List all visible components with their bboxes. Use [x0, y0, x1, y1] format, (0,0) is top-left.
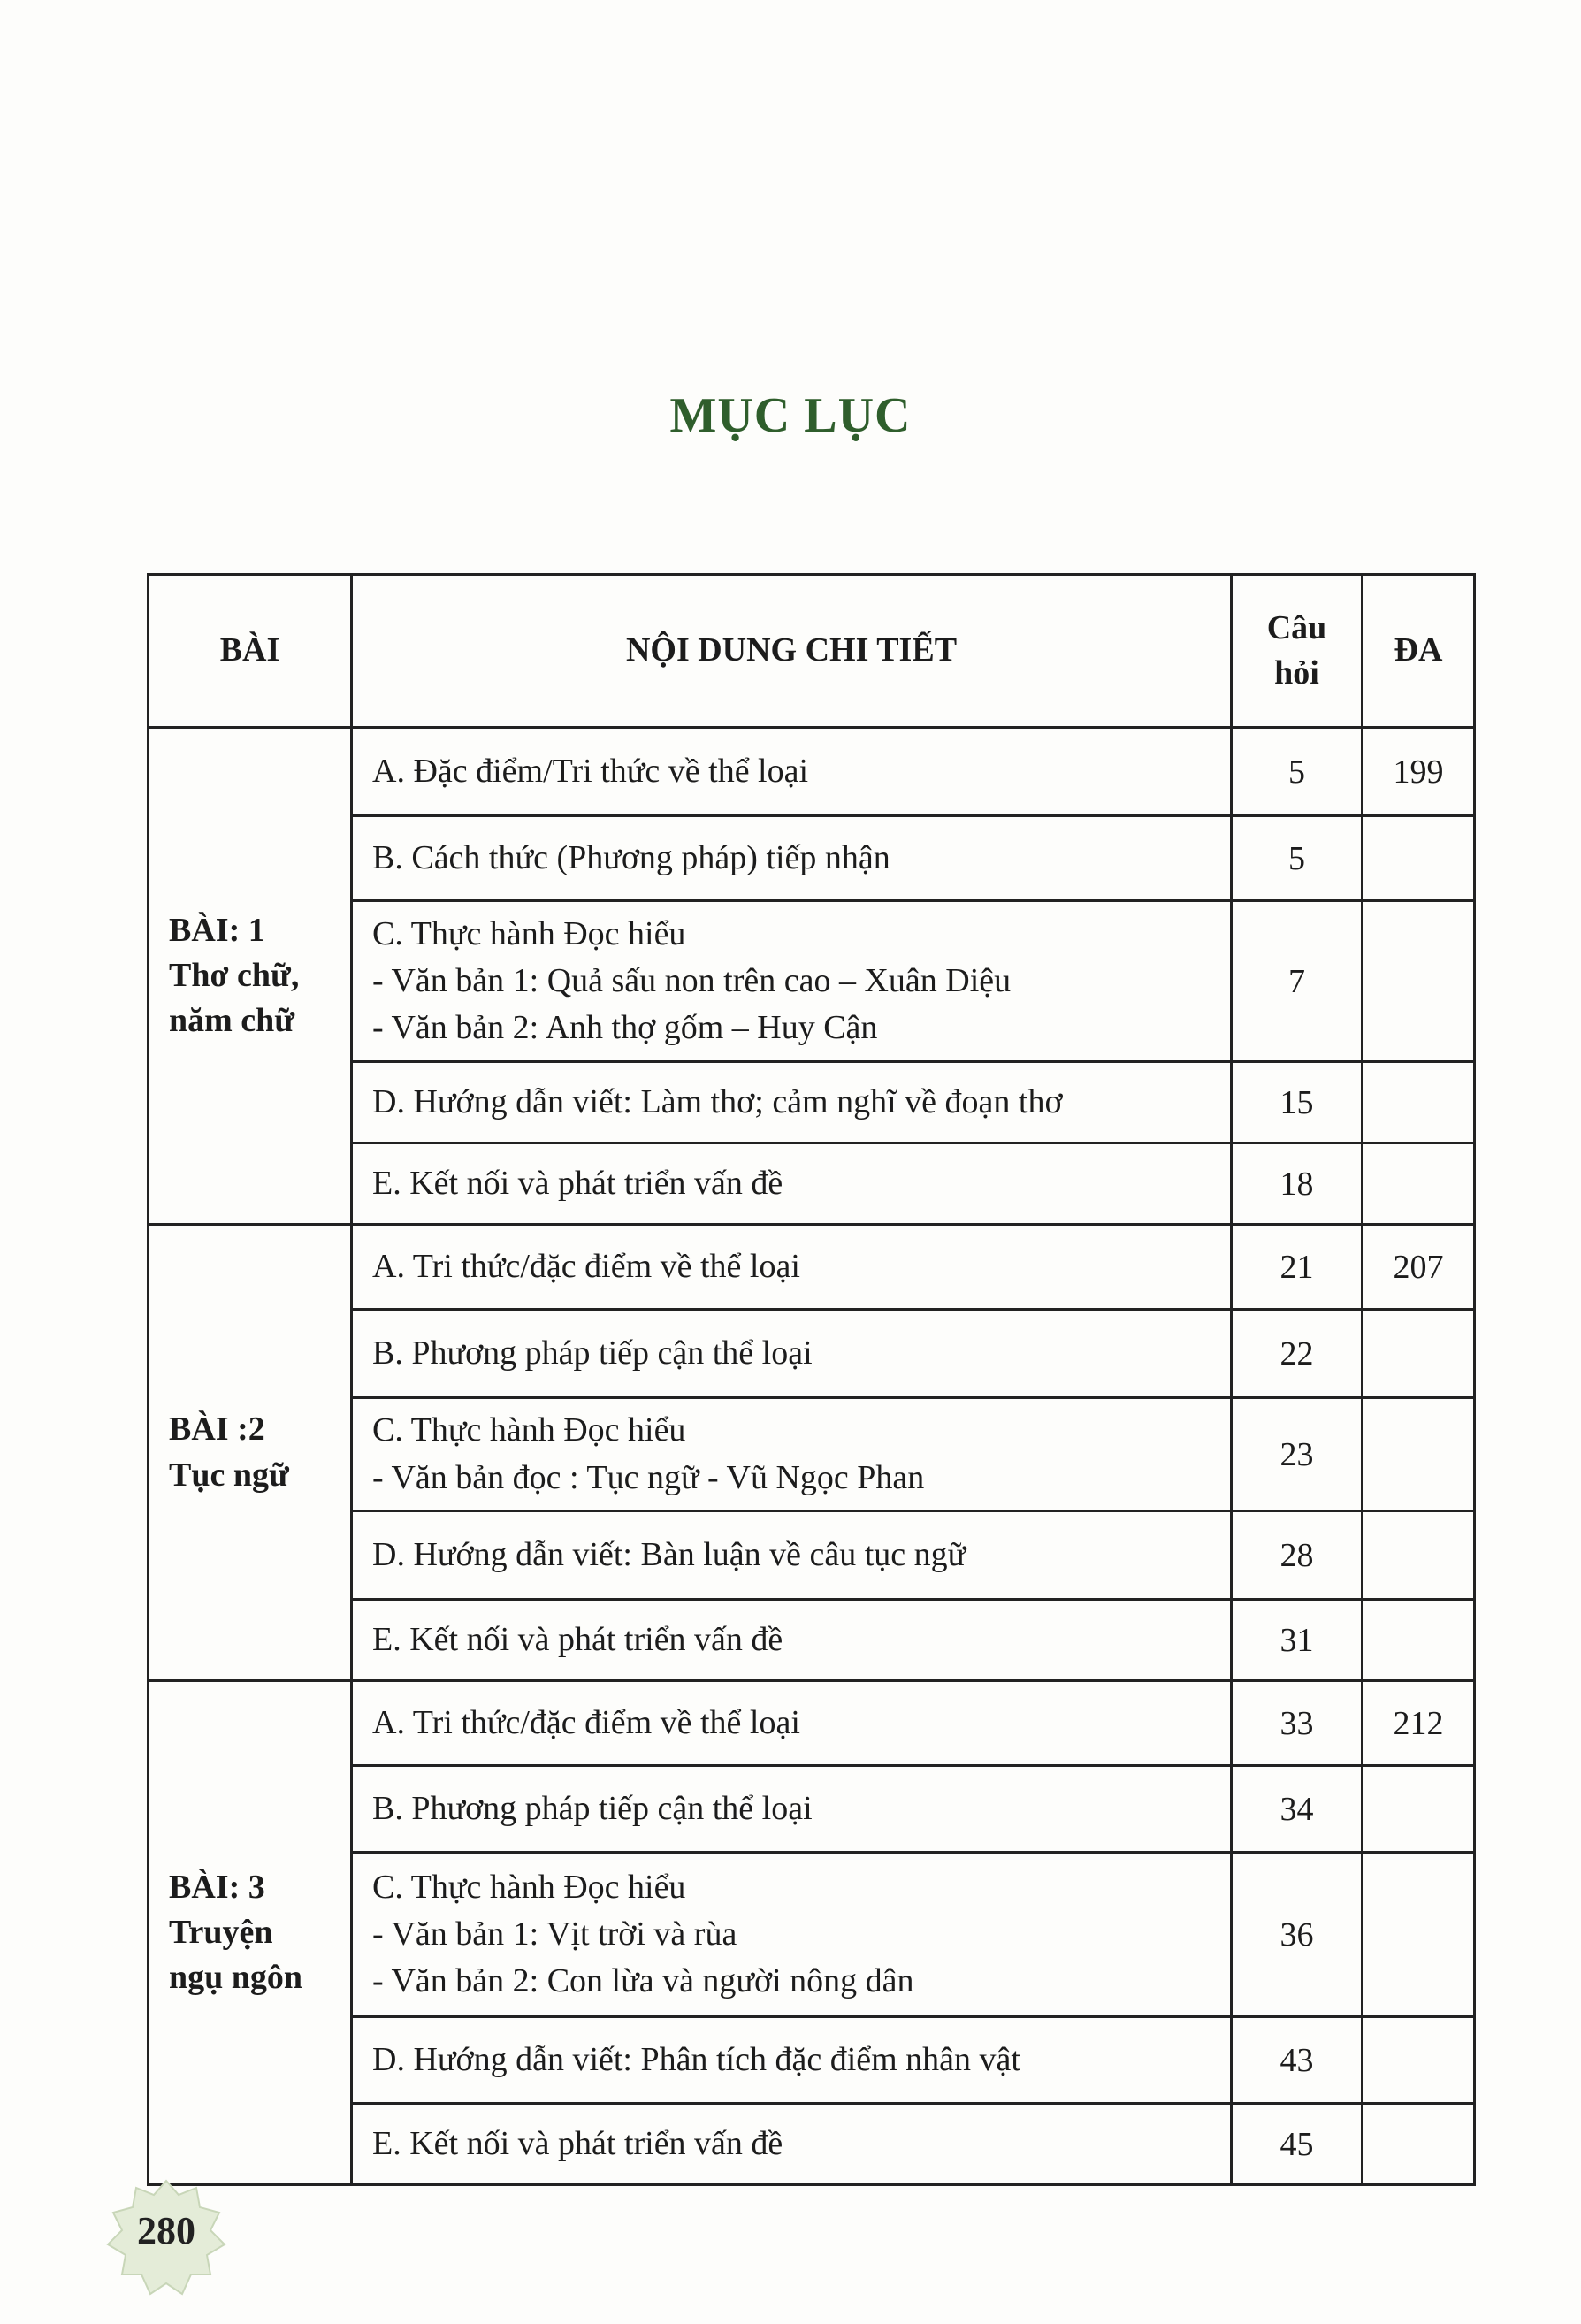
content-cell	[352, 1511, 1232, 1600]
content-cell	[352, 1766, 1232, 1853]
answer-page-cell	[1363, 1310, 1475, 1398]
header-questions-line1: Câu	[1266, 608, 1327, 646]
answer-page-cell	[1363, 1600, 1475, 1681]
answer-page-cell	[1363, 1398, 1475, 1511]
question-page-cell: 5	[1232, 728, 1363, 816]
content-cell	[352, 816, 1232, 901]
toc-body	[149, 728, 1475, 2185]
content-line: C. Thực hành Đọc hiểu	[372, 1868, 686, 1906]
table-row	[149, 728, 1475, 816]
lesson-label-line: BÀI: 1	[169, 911, 265, 949]
content-line: - Văn bản 2: Anh thợ gốm – Huy Cận	[372, 1009, 878, 1047]
table-row	[149, 1681, 1475, 1766]
content-cell	[352, 1225, 1232, 1310]
content-line: C. Thực hành Đọc hiểu	[372, 914, 686, 952]
lesson-label-line: Truyện	[169, 1913, 273, 1951]
content-line: A. Tri thức/đặc điểm về thể loại	[372, 1703, 800, 1741]
content-cell	[352, 2017, 1232, 2104]
content-line: E. Kết nối và phát triển vấn đề	[372, 2124, 783, 2162]
lesson-label	[149, 728, 352, 1225]
content-line: C. Thực hành Đọc hiểu	[372, 1411, 686, 1449]
answer-page-cell	[1363, 1511, 1475, 1600]
lesson-label-line: Thơ chữ,	[169, 956, 300, 994]
question-page-cell: 31	[1232, 1600, 1363, 1681]
question-page-cell: 18	[1232, 1143, 1363, 1225]
content-line: B. Phương pháp tiếp cận thể loại	[372, 1334, 813, 1372]
answer-page-cell	[1363, 2017, 1475, 2104]
answer-page-cell: 212	[1363, 1681, 1475, 1766]
answer-page-cell	[1363, 816, 1475, 901]
content-cell	[352, 1143, 1232, 1225]
content-cell	[352, 1853, 1232, 2017]
header-lesson: BÀI	[149, 575, 352, 728]
lesson-label-line: ngụ ngôn	[169, 1959, 303, 1997]
answer-page-cell	[1363, 901, 1475, 1062]
answer-page-cell	[1363, 1853, 1475, 2017]
content-line: B. Cách thức (Phương pháp) tiếp nhận	[372, 838, 890, 876]
question-page-cell: 23	[1232, 1398, 1363, 1511]
answer-page-cell	[1363, 1143, 1475, 1225]
content-line: A. Đặc điểm/Tri thức về thể loại	[372, 752, 809, 790]
lesson-label-line: BÀI: 3	[169, 1868, 265, 1906]
content-line: B. Phương pháp tiếp cận thể loại	[372, 1789, 813, 1827]
content-line: A. Tri thức/đặc điểm về thể loại	[372, 1247, 800, 1285]
lesson-label	[149, 1681, 352, 2185]
question-page-cell: 33	[1232, 1681, 1363, 1766]
question-page-cell: 22	[1232, 1310, 1363, 1398]
header-answers: ĐA	[1363, 575, 1475, 728]
content-line: D. Hướng dẫn viết: Làm thơ; cảm nghĩ về đoạn thơ	[372, 1082, 1063, 1120]
question-page-cell: 43	[1232, 2017, 1363, 2104]
answer-page-cell: 199	[1363, 728, 1475, 816]
answer-page-cell	[1363, 1766, 1475, 1853]
content-line: - Văn bản đọc : Tục ngữ - Vũ Ngọc Phan	[372, 1458, 925, 1496]
question-page-cell: 21	[1232, 1225, 1363, 1310]
question-page-cell: 15	[1232, 1062, 1363, 1143]
question-page-cell: 34	[1232, 1766, 1363, 1853]
content-line: - Văn bản 1: Vịt trời và rùa	[372, 1915, 737, 1953]
content-line: - Văn bản 2: Con lừa và người nông dân	[372, 1962, 914, 2000]
content-cell	[352, 1681, 1232, 1766]
header-row	[149, 575, 1475, 728]
content-cell	[352, 1398, 1232, 1511]
lesson-label	[149, 1225, 352, 1681]
content-line: D. Hướng dẫn viết: Bàn luận về câu tục ngữ	[372, 1535, 966, 1573]
page-title: MỤC LỤC	[669, 388, 912, 443]
toc-table	[147, 573, 1476, 2186]
answer-page-cell: 207	[1363, 1225, 1475, 1310]
content-cell	[352, 728, 1232, 816]
answer-page-cell	[1363, 1062, 1475, 1143]
header-questions	[1232, 575, 1363, 728]
question-page-cell: 28	[1232, 1511, 1363, 1600]
content-cell	[352, 1310, 1232, 1398]
question-page-cell: 45	[1232, 2104, 1363, 2185]
content-cell	[352, 1600, 1232, 1681]
question-page-cell: 36	[1232, 1853, 1363, 2017]
lesson-label-line: năm chữ	[169, 1002, 295, 1040]
lesson-label-line: Tục ngữ	[169, 1456, 289, 1494]
question-page-cell: 5	[1232, 816, 1363, 901]
page-number: 280	[137, 2209, 195, 2252]
content-line: D. Hướng dẫn viết: Phân tích đặc điểm nhân vật	[372, 2040, 1020, 2078]
lesson-label-line: BÀI :2	[169, 1410, 265, 1449]
content-line: E. Kết nối và phát triển vấn đề	[372, 1164, 783, 1202]
content-line: E. Kết nối và phát triển vấn đề	[372, 1620, 783, 1658]
header-content: NỘI DUNG CHI TIẾT	[352, 575, 1232, 728]
content-line: - Văn bản 1: Quả sấu non trên cao – Xuân Diệu	[372, 961, 1012, 999]
question-page-cell: 7	[1232, 901, 1363, 1062]
content-cell	[352, 2104, 1232, 2185]
content-cell	[352, 901, 1232, 1062]
table-row	[149, 1225, 1475, 1310]
answer-page-cell	[1363, 2104, 1475, 2185]
header-questions-line2: hỏi	[1274, 654, 1319, 692]
content-cell	[352, 1062, 1232, 1143]
